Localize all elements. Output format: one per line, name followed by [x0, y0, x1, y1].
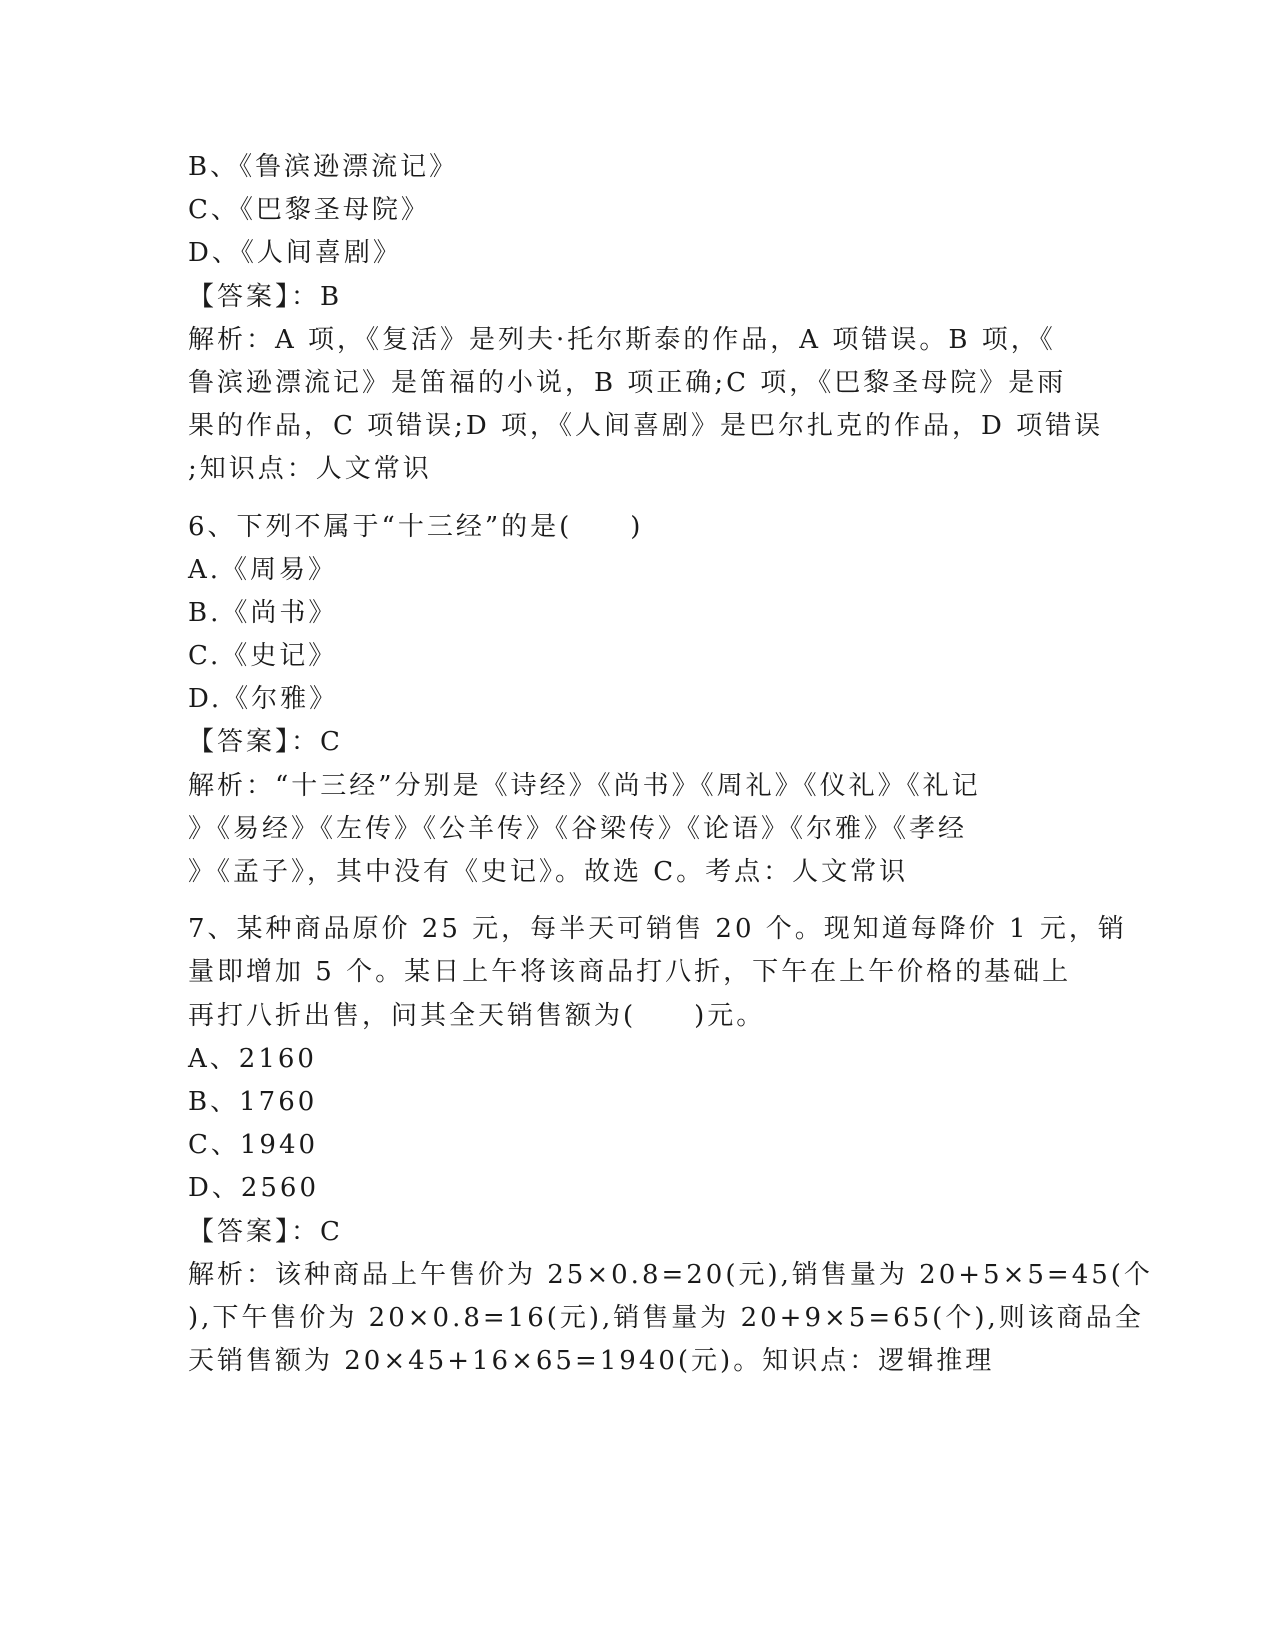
option-d: D.《尔雅》: [188, 684, 339, 715]
analysis-line: 解析：该种商品上午售价为 25×0.8=20(元),销售量为 20+5×5=45(个: [188, 1259, 1153, 1290]
document-page: [188, 146, 1153, 1383]
analysis-line: 解析：A 项，《复活》是列夫·托尔斯泰的作品，A 项错误。B 项，《: [188, 324, 1056, 355]
analysis-line: 解析：“十三经”分别是《诗经》《尚书》《周礼》《仪礼》《礼记: [188, 770, 981, 801]
question-stem: 7、某种商品原价 25 元，每半天可销售 20 个。现知道每降价 1 元，销: [188, 914, 1127, 945]
analysis-line: 果的作品，C 项错误;D 项，《人间喜剧》是巴尔扎克的作品，D 项错误: [188, 411, 1104, 442]
question-stem: 6、下列不属于“十三经”的是( ): [188, 511, 644, 542]
question-6: [188, 506, 1088, 895]
answer: 【答案】：C: [188, 727, 343, 758]
question-stem: 量即增加 5 个。某日上午将该商品打八折，下午在上午价格的基础上: [188, 957, 1072, 988]
option-c: C、1940: [188, 1130, 319, 1161]
analysis-line: 天销售额为 20×45+16×65=1940(元)。知识点：逻辑推理: [188, 1346, 995, 1377]
option-b: B、《鲁滨逊漂流记》: [188, 152, 459, 182]
analysis-line: 》《易经》《左传》《公羊传》《谷梁传》《论语》《尔雅》《孝经: [188, 813, 968, 844]
analysis-line: 鲁滨逊漂流记》是笛福的小说，B 项正确;C 项，《巴黎圣母院》是雨: [188, 367, 1067, 398]
answer: 【答案】：B: [188, 281, 343, 312]
option-b: B.《尚书》: [188, 597, 338, 628]
option-c: C.《史记》: [188, 641, 338, 672]
analysis-line: ),下午售价为 20×0.8=16(元),销售量为 20+9×5=65(个),则该商品全: [188, 1302, 1144, 1333]
option-a: A.《周易》: [188, 554, 338, 585]
option-b: B、1760: [188, 1086, 318, 1117]
analysis-line: 》《孟子》，其中没有《史记》。故选 C。考点：人文常识: [188, 857, 909, 887]
option-d: D、2560: [188, 1173, 320, 1204]
question-5: [188, 146, 1104, 492]
analysis-line: ;知识点：人文常识: [188, 454, 432, 485]
spacer: [188, 894, 1088, 908]
spacer: [188, 492, 1088, 506]
question-7: [188, 908, 1153, 1383]
option-c: C、《巴黎圣母院》: [188, 195, 430, 226]
option-d: D、《人间喜剧》: [188, 238, 402, 269]
answer: 【答案】：C: [188, 1216, 343, 1247]
question-stem: 再打八折出售，问其全天销售额为( )元。: [188, 1000, 766, 1031]
option-a: A、2160: [188, 1043, 317, 1074]
